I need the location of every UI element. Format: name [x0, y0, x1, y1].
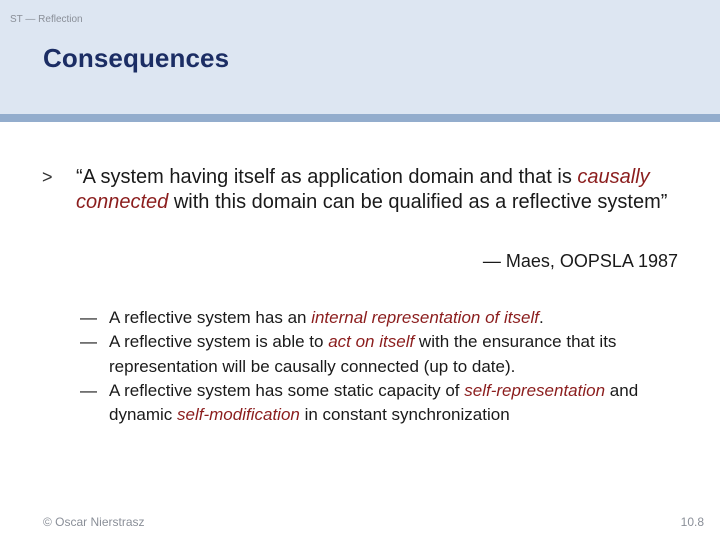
footer-copyright: © Oscar Nierstrasz	[43, 515, 145, 529]
point-text: with the ensurance that its representation will be causally connected (up to date).	[109, 332, 617, 376]
running-head: ST — Reflection	[10, 14, 83, 25]
quote-part-2: with this domain can be qualified as a reflective system”	[168, 190, 668, 213]
point-emphasis: internal representation of itself	[311, 308, 539, 327]
list-item	[80, 330, 680, 379]
sub-point-list	[80, 306, 680, 427]
point-text: A reflective system is able to	[109, 332, 329, 352]
point-text: A reflective system has some static capacity of	[109, 380, 465, 400]
slide-title: Consequences	[43, 43, 230, 73]
dash-icon: —	[80, 332, 97, 352]
list-item	[80, 379, 680, 428]
header-rule	[0, 114, 720, 122]
dash-icon: —	[80, 380, 97, 400]
point-text: and dynamic	[109, 380, 639, 425]
point-emphasis: act on itself	[328, 332, 415, 352]
list-item	[80, 306, 680, 330]
page-number: 10.8	[680, 515, 704, 529]
dash-icon: —	[80, 308, 97, 327]
quote-part-1: “A system having itself as application domain and that is	[76, 166, 578, 188]
bullet-arrow-icon: >	[42, 167, 53, 187]
point-text: .	[538, 308, 544, 327]
point-text: A reflective system has an	[109, 308, 312, 327]
point-emphasis: self-modification	[177, 405, 300, 425]
point-emphasis: self-representation	[464, 380, 606, 400]
quote-emphasis: causally connected	[76, 166, 650, 213]
point-text: in constant synchronization	[299, 405, 510, 425]
quote-text	[76, 165, 686, 214]
quote-attribution: — Maes, OOPSLA 1987	[482, 251, 678, 271]
